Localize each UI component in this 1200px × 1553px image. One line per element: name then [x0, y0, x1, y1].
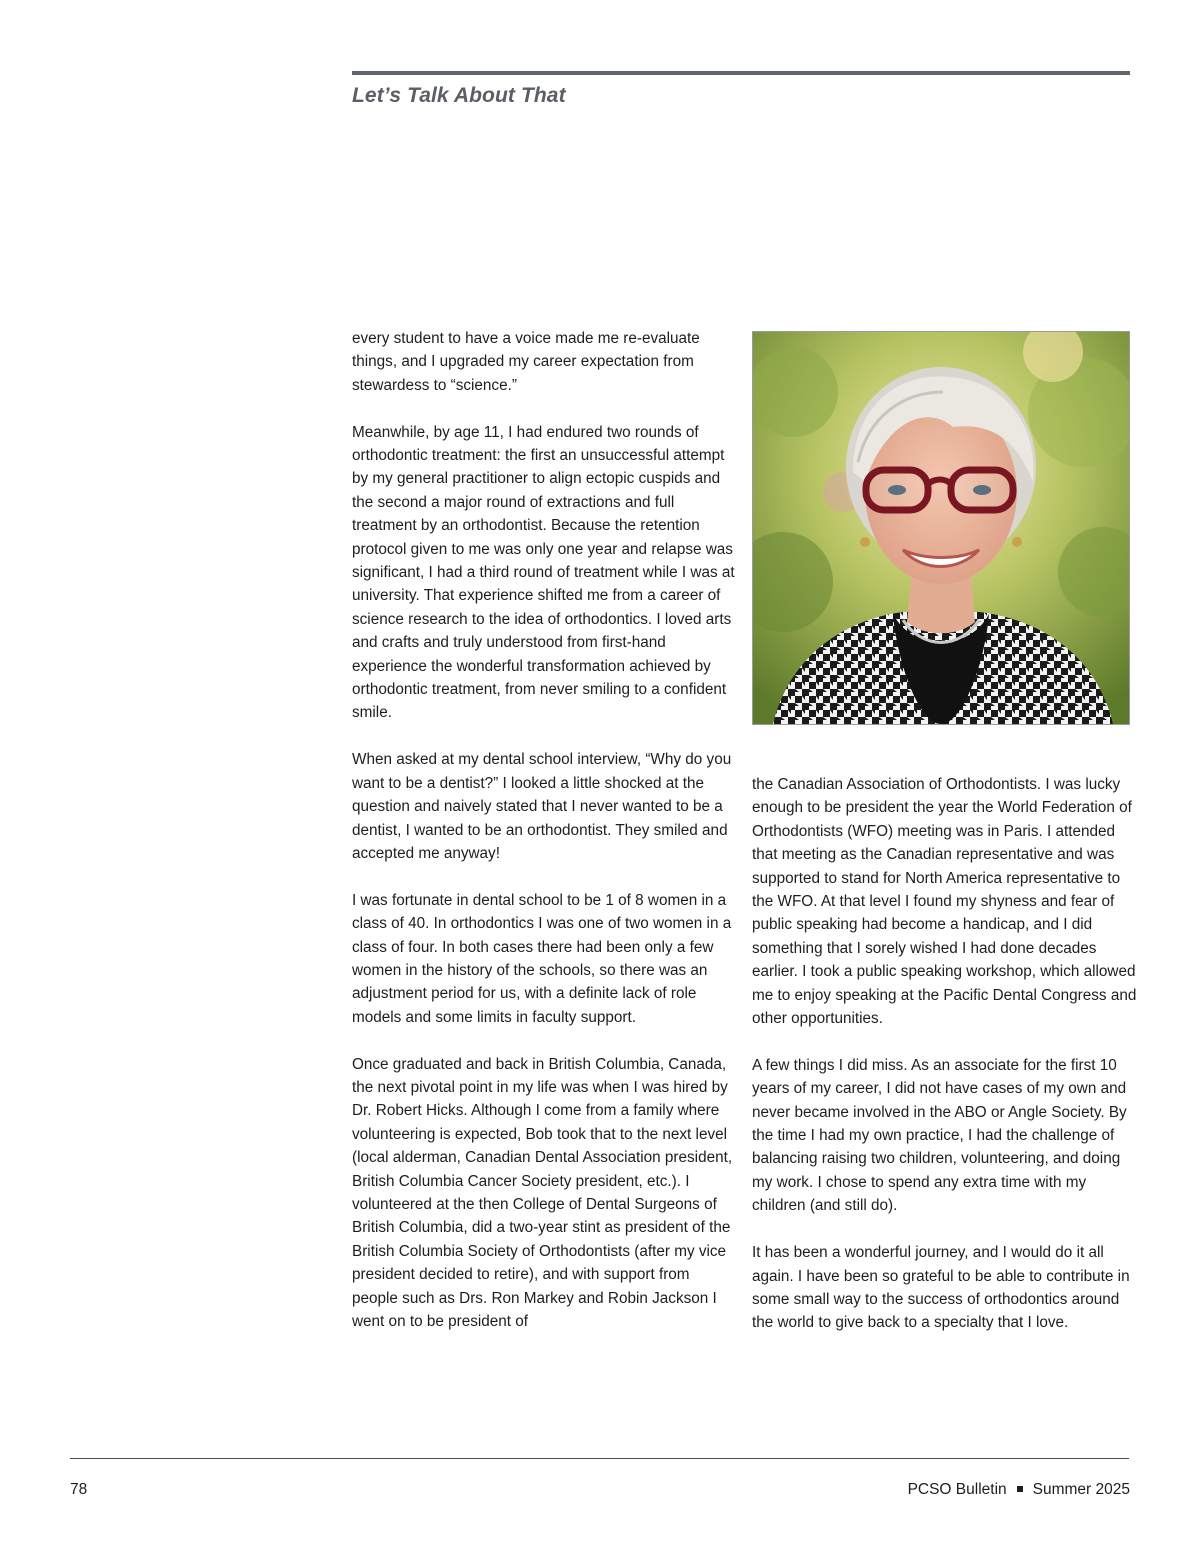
issue-date: Summer 2025	[1032, 1481, 1130, 1498]
paragraph: Meanwhile, by age 11, I had endured two rounds of orthodontic treatment: the first an unsuccessful attempt by my general practitioner to align ectopic cuspids and the second a major round of extractions and full treatment by an orthodontist. Because the retention protocol given to me was only one year and relapse was significant, I had a third round of treatment while I was at university. That experience shifted me from a career of science research to the idea of orthodontics. I loved arts and crafts and truly understood from first-hand experience the wonderful transformation achieved by orthodontic treatment, from never smiling to a confident smile.	[352, 423, 735, 722]
paragraph: I was fortunate in dental school to be 1 of 8 women in a class of 40. In orthodontics I was one of two women in a class of four. In both cases there had been only a few women in the history of the schools, so there was an adjustment period for us, with a definite lack of role models and some limits in faculty support.	[352, 891, 732, 1026]
paragraph: It has been a wonderful journey, and I would do it all again. I have been so grateful to be able to contribute in some small way to the success of orthodontics around the world to give back to a specialty that I love.	[752, 1244, 1130, 1332]
author-portrait-photo	[752, 331, 1130, 725]
paragraph: every student to have a voice made me re-evaluate things, and I upgraded my career expectation from stewardess to “science.”	[352, 330, 700, 394]
square-bullet-icon	[1017, 1486, 1023, 1492]
header-rule	[352, 71, 1130, 75]
paragraph: the Canadian Association of Orthodontists. I was lucky enough to be president the year the World Federation of Orthodontists (WFO) meeting was in Paris. I attended that meeting as the Canadian representative and was supported to stand for North America representative to the WFO. At that level I found my shyness and fear of public speaking had become a handicap, and I did something that I sorely wished I had done decades earlier. I took a public speaking workshop, which allowed me to enjoy speaking at the Pacific Dental Congress and other opportunities.	[752, 776, 1137, 1028]
right-column	[752, 773, 1137, 1358]
paragraph: When asked at my dental school interview, “Why do you want to be a dentist?” I looked a little shocked at the question and naively stated that I never wanted to be a dentist, I wanted to be an orthodontist. They smiled and accepted me anyway!	[352, 751, 732, 862]
section-title: Let’s Talk About That	[352, 84, 566, 107]
paragraph: A few things I did miss. As an associate for the first 10 years of my career, I did not have cases of my own and never became involved in the ABO or Angle Society. By the time I had my own practice, I had the challenge of balancing raising two children, volunteering, and doing my work. I chose to spend any extra time with my children (and still do).	[752, 1056, 1127, 1215]
paragraph: Once graduated and back in British Columbia, Canada, the next pivotal point in my life was when I was hired by Dr. Robert Hicks. Although I come from a family where volunteering is expected, Bob took that to the next level (local alderman, Canadian Dental Association president, British Columbia Cancer Society president, etc.). I volunteered at the then College of Dental Surgeons of British Columbia, did a two-year stint as president of the British Columbia Society of Orthodontists (after my vice president decided to retire), and with support from people such as Drs. Ron Markey and Robin Jackson I went on to be president of	[352, 1055, 733, 1330]
left-column	[352, 327, 736, 1357]
publication-name: PCSO Bulletin	[907, 1481, 1007, 1498]
page-number: 78	[70, 1481, 88, 1498]
footer-publication	[908, 1481, 1130, 1499]
footer-rule	[70, 1458, 1129, 1459]
